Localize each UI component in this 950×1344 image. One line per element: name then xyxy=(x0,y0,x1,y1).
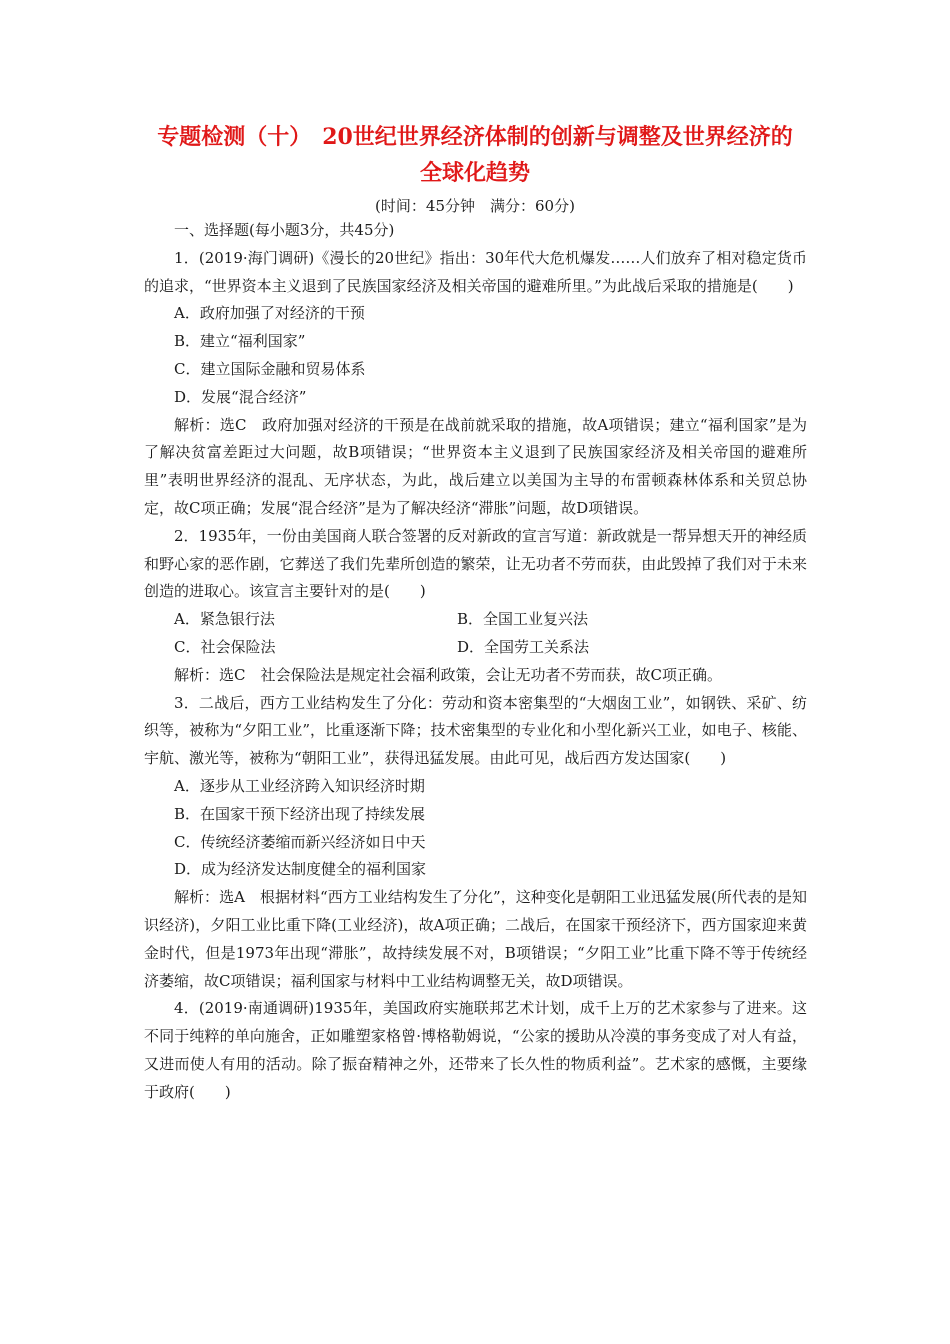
option: A．逐步从工业经济跨入知识经济时期 xyxy=(174,776,425,795)
option: C．社会保险法 xyxy=(174,637,276,656)
question-stem: 4．(2019·南通调研)1935年，美国政府实施联邦艺术计划，成千上万的艺术家参与了进来。这不同于纯粹的单向施舍，正如雕塑家格曾·博格勒姆说，“公家的援助从冷漠的事务变成了对人有益，又进而使人有用的活动。除了振奋精神之外，还带来了长久性的物质利益”。艺术家的感慨，主要缘于政府( ) xyxy=(144,999,807,1101)
section-heading: 一、选择题(每小题3分，共45分) xyxy=(174,221,395,239)
analysis: 解析：选A 根据材料“西方工业结构发生了分化”，这种变化是朝阳工业迅猛发展(所代表的是知识经济)，夕阳工业比重下降(工业经济)，故A项正确；二战后，在国家干预经济下，西方国家迎来黄金时代，但是1973年出现“滞胀”，故持续发展不对，B项错误；“夕阳工业”比重下降不等于传统经济萎缩，故C项错误；福利国家与材料中工业结构调整无关，故D项错误。 xyxy=(144,888,807,990)
analysis: 解析：选C 社会保险法是规定社会福利政策，会让无功者不劳而获，故C项正确。 xyxy=(174,665,722,684)
option: B．全国工业复兴法 xyxy=(457,610,589,629)
content xyxy=(144,217,807,1107)
analysis: 解析：选C 政府加强对经济的干预是在战前就采取的措施，故A项错误；建立“福利国家”是为了解决贫富差距过大问题，故B项错误；“世界资本主义退到了民族国家经济及相关帝国的避难所里”表明世界经济的混乱、无序状态，为此，战后建立以美国为主导的布雷顿森林体系和关贸总协定，故C项正确；发展“混合经济”是为了解决经济“滞胀”问题，故D项错误。 xyxy=(144,415,807,517)
option: A．紧急银行法 xyxy=(174,610,275,629)
option: B．在国家干预下经济出现了持续发展 xyxy=(174,804,426,823)
option: A．政府加强了对经济的干预 xyxy=(174,304,365,323)
option: D．发展“混合经济” xyxy=(174,387,307,406)
option: D．全国劳工关系法 xyxy=(457,637,590,656)
option: C．传统经济萎缩而新兴经济如日中天 xyxy=(174,832,426,851)
option: B．建立“福利国家” xyxy=(174,332,306,351)
option: D．成为经济发达制度健全的福利国家 xyxy=(174,860,427,879)
option: C．建立国际金融和贸易体系 xyxy=(174,359,366,378)
page-title: 专题检测（十） 20世纪世界经济体制的创新与调整及世界经济的 xyxy=(157,124,793,150)
question-stem: 3．二战后，西方工业结构发生了分化：劳动和资本密集型的“大烟囱工业”，如钢铁、采矿、纺织等，被称为“夕阳工业”，比重逐渐下降；技术密集型的专业化和小型化新兴工业，如电子、核能、宇航、激光等，被称为“朝阳工业”，获得迅猛发展。由此可见，战后西方发达国家( ) xyxy=(144,693,807,768)
page-title-line2: 全球化趋势 xyxy=(419,160,530,186)
exam-info: (时间：45分钟 满分：60分) xyxy=(375,197,575,215)
question-stem: 1．(2019·海门调研)《漫长的20世纪》指出：30年代大危机爆发……人们放弃了相对稳定货币的追求，“世界资本主义退到了民族国家经济及相关帝国的避难所里。”为此战后采取的措施是( ) xyxy=(144,248,807,295)
option-row xyxy=(144,634,807,662)
question-stem: 2．1935年，一份由美国商人联合签署的反对新政的宣言写道：新政就是一帮异想天开的神经质和野心家的恶作剧，它葬送了我们先辈所创造的繁荣，让无功者不劳而获，由此毁掉了我们对于未来创造的进取心。该宣言主要针对的是( ) xyxy=(144,526,807,601)
option-row xyxy=(144,606,807,634)
